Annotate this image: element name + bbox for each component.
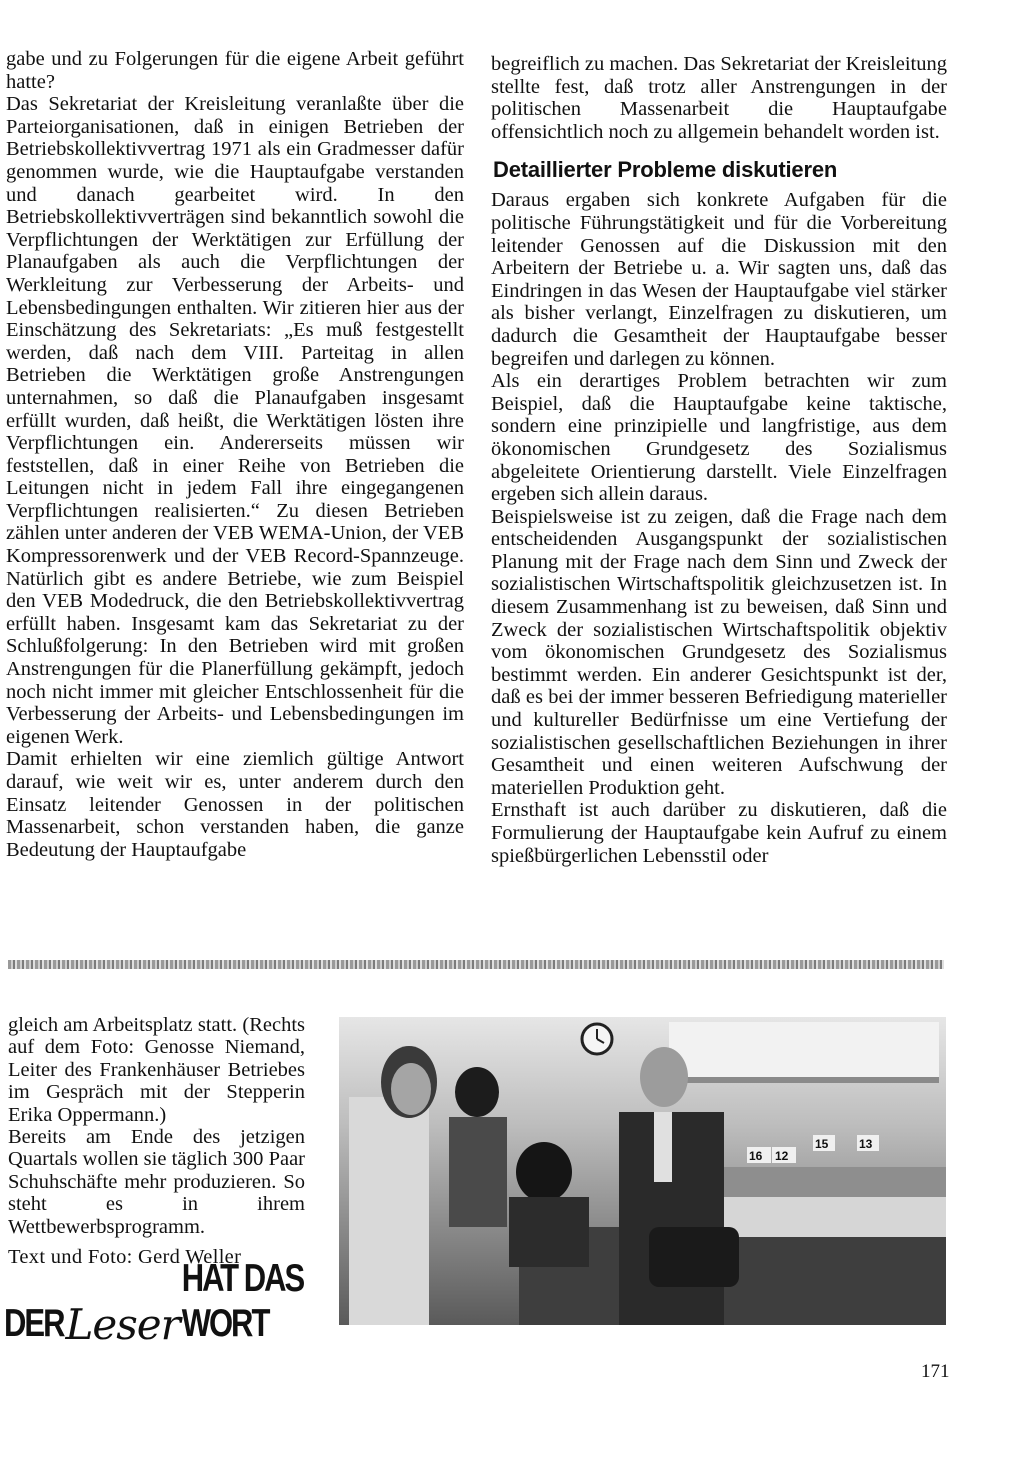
- body-paragraph: Ernsthaft ist auch darüber zu diskutieren, daß die Formulierung der Hauptaufgabe kein Aufruf zu einem spießbürgerlichen Lebensstil oder: [491, 799, 947, 867]
- body-paragraph: Daraus ergaben sich konkrete Aufgaben für die politische Führungstätigkeit und für die Vorbereitung leitender Genossen auf die Diskussion mit den Arbeitern der Betriebe u. a. Wir sagten uns, daß das Eindringen in das Wesen der Hauptaufgabe viel stärker als bisher verlangt, Einzelfragen zu diskutieren, um dadurch die Gesamtheit der Hauptaufgabe besser begreifen und darlegen zu können.: [491, 189, 947, 370]
- masthead-word-leser: Leser: [65, 1300, 180, 1349]
- left-text-column: [6, 48, 464, 861]
- section-heading: Detaillierter Probleme diskutieren: [493, 157, 838, 183]
- masthead-word-hat-das-wort: HAT DAS WORT: [181, 1256, 304, 1345]
- photo-sign-label: 15: [815, 1137, 829, 1151]
- section-divider: [8, 960, 944, 969]
- page-number: 171: [921, 1361, 950, 1382]
- right-text-column: [491, 53, 947, 867]
- caption-paragraph: gleich am Arbeitsplatz statt. (Rechts auf dem Foto: Genosse Niemand, Leiter des Frankenhäuser Betriebes im Gespräch mit der Stepperin Erika Oppermann.): [8, 1014, 305, 1126]
- body-paragraph: begreiflich zu machen. Das Sekretariat der Kreisleitung stellte fest, daß trotz aller Anstrengungen in der politischen Massenarbeit die Hauptaufgabe offensichtlich noch zu allgemein behandelt worden ist.: [491, 53, 947, 143]
- photo-sign-label: 13: [859, 1137, 873, 1151]
- body-paragraph: gabe und zu Folgerungen für die eigene Arbeit geführt hatte?: [6, 48, 464, 93]
- caption-paragraph: Bereits am Ende des jetzigen Quartals wollen sie täglich 300 Paar Schuhschäfte mehr produzieren. So steht es in ihrem Wettbewerbsprogramm.: [8, 1126, 305, 1238]
- photo-sign-label: 16: [749, 1149, 763, 1163]
- photo-sign-label: 12: [775, 1149, 789, 1163]
- photo-caption: [8, 1014, 305, 1268]
- body-paragraph: Beispielsweise ist zu zeigen, daß die Frage nach dem entscheidenden Ausgangspunkt der sozialistischen Planung mit der Frage nach dem Sinn und Zweck der sozialistischen Wirtschaftspolitik gleichzusetzen ist. In diesem Zusammenhang ist zu beweisen, daß Sinn und Zweck der sozialistischen Wirtschaftspolitik objektiv vom ökonomischen Grundgesetz des Sozialismus bestimmt werden. Ein anderer Gesichtspunkt ist der, daß es bei der immer besseren Befriedigung materieller und kultureller Bedürfnisse um eine Vertiefung der sozialistischen gesellschaftlichen Beziehungen in ihrer Gesamtheit und einen weiteren Aufschwung der materiellen Produktion geht.: [491, 505, 947, 799]
- masthead-word-der: DER: [4, 1301, 64, 1345]
- workplace-photo: [339, 1017, 946, 1325]
- body-paragraph: Damit erhielten wir eine ziemlich gültige Antwort darauf, wie weit wir es, unter anderem durch den Einsatz leitender Genossen in der politischen Massenarbeit, schon verstanden haben, die ganze Bedeutung der Hauptaufgabe: [6, 748, 464, 861]
- photo-credit: Text und Foto: Gerd Weller: [8, 1246, 242, 1269]
- photo-illustration: [339, 1017, 946, 1325]
- body-paragraph: Das Sekretariat der Kreisleitung veranlaßte über die Parteiorganisationen, daß in einigen Betrieben der Betriebskollektivvertrag 1971 als ein Gradmesser dafür genommen wurde, wie die Hauptaufgabe verstanden und danach gearbeitet wird. In den Betriebskollektivverträgen sind bekanntlich sowohl die Verpflichtungen der Werktätigen zur Erfüllung der Planaufgaben als auch die Verpflichtungen der Werkleitung zur Verbesserung der Arbeits- und Lebensbedingungen enthalten. Wir zitieren hier aus der Einschätzung des Sekretariats: „Es muß festgestellt werden, daß nach dem VIII. Parteitag in allen Betrieben die Werktätigen große Anstrengungen unternahmen, so daß die Planaufgaben insgesamt erfüllt wurden, daß heißt, die Werktätigen lösten ihre Verpflichtungen ein. Andererseits müssen wir feststellen, daß in einer Reihe von Betrieben die Leitungen nicht in jedem Fall ihre eingegangenen Verpflichtungen realisierten.“ Zu diesen Betrieben zählen unter anderen der VEB WEMA-Union, der VEB Kompressorenwerk und der VEB Record-Spannzeuge. Natürlich gibt es andere Betriebe, wie zum Beispiel den VEB Modedruck, die den Betriebskollektivvertrag erfüllt haben. Insgesamt kam das Sekretariat zu der Schlußfolgerung: In den Betrieben wird mit großen Anstrengungen für die Planerfüllung gekämpft, jedoch noch nicht immer mit gleicher Entschlossenheit für die Verbesserung der Arbeits- und Lebensbedingungen im eigenen Werk.: [6, 93, 464, 748]
- body-paragraph: Als ein derartiges Problem betrachten wir zum Beispiel, daß die Hauptaufgabe keine taktische, sondern eine prinzipielle und langfristige, aus dem ökonomischen Grundgesetz des Sozialismus abgeleitete Orientierung darstellt. Viele Einzelfragen ergeben sich allein daraus.: [491, 370, 947, 506]
